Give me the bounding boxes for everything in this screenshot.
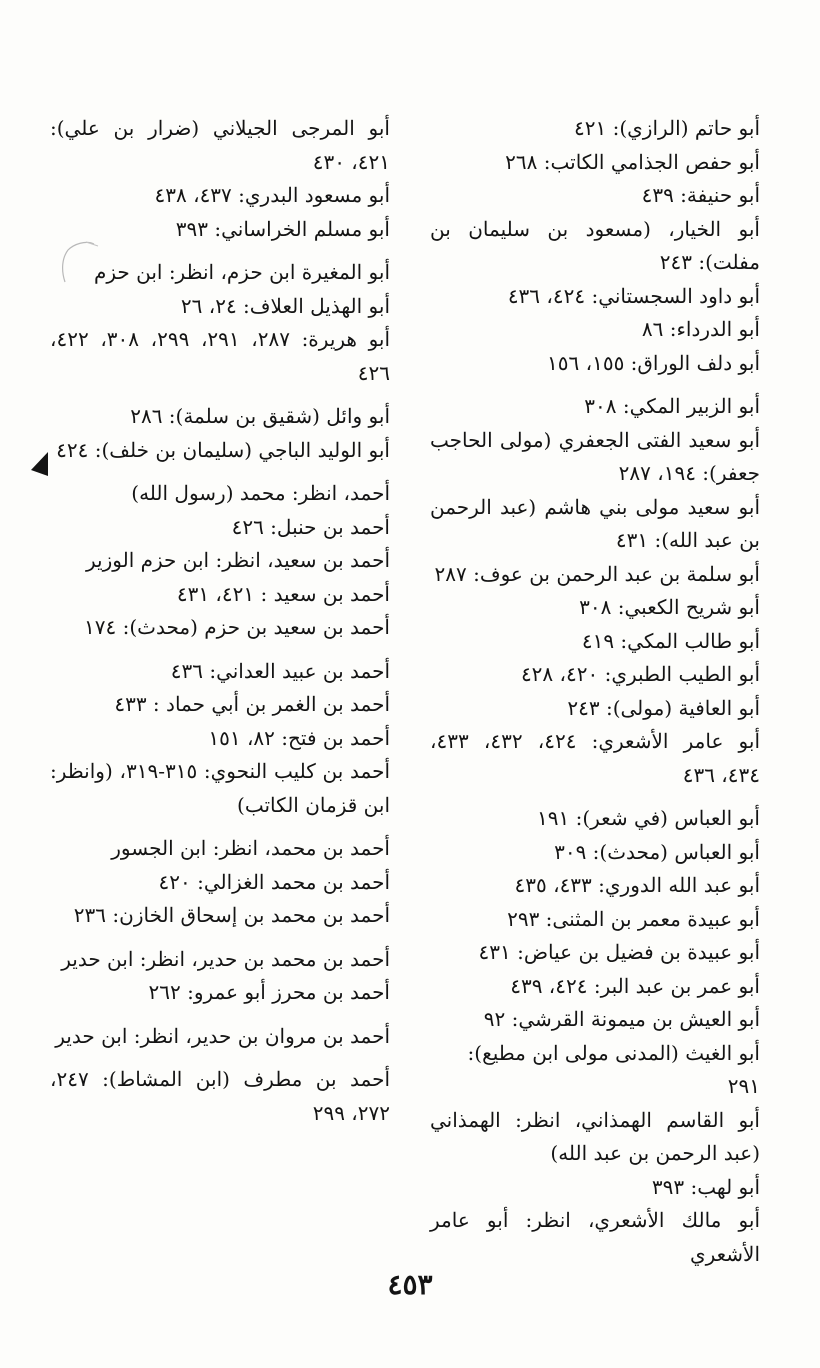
index-entry: أبو الطيب الطبري: ٤٢٠، ٤٢٨ [520, 662, 760, 686]
index-entry: أبو الدرداء: ٨٦ [641, 317, 760, 341]
index-entry: أبو حنيفة: ٤٣٩ [641, 183, 760, 207]
page-number: ٤٥٣ [387, 1268, 433, 1301]
index-column-right [430, 112, 760, 1271]
index-entry: أحمد بن سعيد بن حزم (محدث): ١٧٤ [84, 615, 390, 639]
index-entry: أحمد بن فتح: ٨٢، ١٥١ [208, 725, 390, 750]
index-entry: أبو المرجى الجيلاني (ضرار بن علي): ٤٢١، ٤٣٠ [50, 116, 390, 174]
index-entry: أبو المغيرة ابن حزم، انظر: ابن حزم [93, 260, 390, 284]
index-entry: أحمد بن حنبل: ٤٢٦ [231, 514, 390, 539]
index-entry: أحمد بن كليب النحوي: ٣١٥-٣١٩، (وانظر: ابن قزمان الكاتب) [50, 759, 391, 817]
index-entry: أبو سلمة بن عبد الرحمن بن عوف: ٢٨٧ [434, 561, 760, 586]
index-entry: أبو دلف الوراق: ١٥٥، ١٥٦ [547, 350, 760, 375]
index-entry: أبو العافية (مولى): ٢٤٣ [567, 695, 760, 720]
index-entry: أبو عمر بن عبد البر: ٤٢٤، ٤٣٩ [510, 973, 760, 998]
index-entry: أبو العيش بن ميمونة القرشي: ٩٢ [483, 1007, 760, 1031]
index-entry: أحمد بن محمد بن إسحاق الخازن: ٢٣٦ [73, 903, 390, 927]
index-entry: أحمد بن الغمر بن أبي حماد : ٤٣٣ [114, 692, 390, 716]
index-entry: أحمد، انظر: محمد (رسول الله) [131, 481, 390, 505]
index-entry: أبو سعيد مولى بني هاشم (عبد الرحمن بن عبد الله): ٤٣١ [430, 494, 760, 552]
index-entry: أحمد بن محرز أبو عمرو: ٢٦٢ [148, 980, 390, 1004]
index-entry: أبو الغيث (المدنى مولى ابن مطيع): ٢٩١ [467, 1040, 760, 1098]
index-entry: أبو الخيار، (مسعود بن سليمان بن مفلت): ٢٤٣ [430, 216, 760, 274]
index-entry: أبو عامر الأشعري: ٤٢٤، ٤٣٢، ٤٣٣، ٤٣٤، ٤٣٦ [430, 729, 761, 787]
index-entry: أبو داود السجستاني: ٤٢٤، ٤٣٦ [507, 283, 760, 308]
index-entry: أبو طالب المكي: ٤١٩ [581, 628, 760, 653]
index-entry: أبو الزبير المكي: ٣٠٨ [584, 394, 760, 418]
index-entry: أبو القاسم الهمذاني، انظر: الهمذاني (عبد الرحمن بن عبد الله) [430, 1107, 760, 1165]
index-entry: أبو عبيدة بن فضيل بن عياض: ٤٣١ [478, 940, 760, 964]
index-entry: أحمد بن عبيد العداني: ٤٣٦ [170, 658, 390, 683]
index-entry: أبو وائل (شقيق بن سلمة): ٢٨٦ [130, 404, 390, 428]
index-entry: أبو العباس (في شعر): ١٩١ [537, 806, 760, 830]
index-entry: أبو مسلم الخراساني: ٣٩٣ [175, 216, 390, 241]
index-entry: أبو الهذيل العلاف: ٢٤، ٢٦ [180, 293, 390, 318]
index-entry: أبو عبد الله الدوري: ٤٣٣، ٤٣٥ [514, 873, 760, 897]
index-entry: أبو العباس (محدث): ٣٠٩ [554, 839, 760, 864]
index-entry: أبو حاتم (الرازي): ٤٢١ [574, 116, 760, 140]
index-entry: أبو سعيد الفتى الجعفري (مولى الحاجب جعفر): ١٩٤، ٢٨٧ [430, 427, 760, 485]
index-entry: أبو الوليد الباجي (سليمان بن خلف): ٤٢٤ [56, 437, 390, 462]
index-entry: أحمد بن سعيد، انظر: ابن حزم الوزير [86, 548, 390, 572]
index-entry: أحمد بن مطرف (ابن المشاط): ٢٤٧، ٢٧٢، ٢٩٩ [50, 1067, 390, 1125]
pencil-mark-icon [56, 238, 106, 288]
margin-pointer-icon [28, 448, 50, 478]
index-entry: أبو لهب: ٣٩٣ [651, 1174, 760, 1199]
index-entry: أبو حفص الجذامي الكاتب: ٢٦٨ [505, 149, 760, 174]
index-entry: أبو شريح الكعبي: ٣٠٨ [579, 595, 760, 619]
index-entry: أحمد بن محمد الغزالي: ٤٢٠ [158, 869, 390, 894]
index-entry: أبو هريرة: ٢٨٧، ٢٩١، ٢٩٩، ٣٠٨، ٤٢٢، ٤٢٦ [50, 327, 391, 385]
index-entry: أحمد بن سعيد : ٤٢١، ٤٣١ [176, 581, 390, 606]
index-entry: أبو عبيدة معمر بن المثنى: ٢٩٣ [507, 906, 760, 931]
index-entry: أحمد بن محمد بن حدير، انظر: ابن حدير [61, 946, 390, 971]
index-entry: أبو مالك الأشعري، انظر: أبو عامر الأشعري [430, 1208, 760, 1266]
index-entry: أبو مسعود البدري: ٤٣٧، ٤٣٨ [154, 183, 390, 207]
index-entry: أحمد بن مروان بن حدير، انظر: ابن حدير [55, 1023, 390, 1048]
index-entry: أحمد بن محمد، انظر: ابن الجسور [111, 836, 390, 860]
